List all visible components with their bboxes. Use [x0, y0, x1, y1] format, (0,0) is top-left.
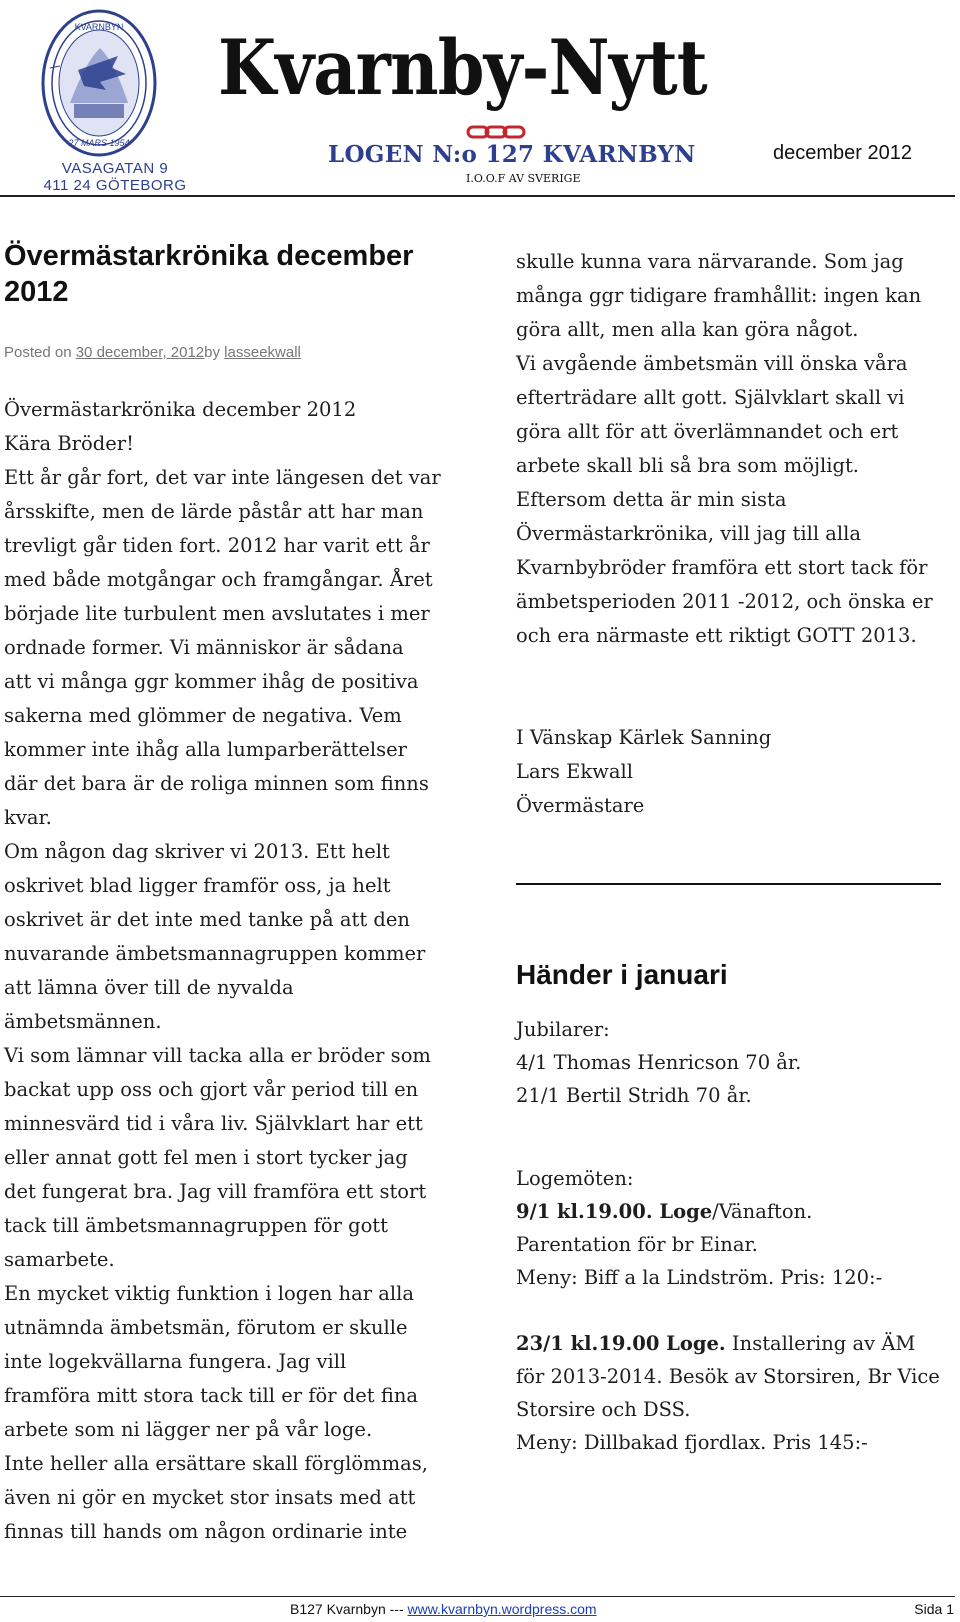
text-line: det fungerat bra. Jag vill framföra ett stort — [4, 1180, 427, 1203]
post-meta — [4, 344, 474, 361]
text-line: att lämna över till de nyvalda — [4, 976, 294, 999]
text-line: där det bara är de roliga minnen som finns — [4, 772, 429, 795]
meeting-1-time: 9/1 kl.19.00. Loge — [516, 1200, 713, 1223]
header-divider — [0, 195, 955, 197]
meeting-2-line: för 2013-2014. Besök av Storsiren, Br Vice — [516, 1365, 940, 1388]
posted-by: by — [204, 344, 225, 361]
svg-text:27 MARS 1954: 27 MARS 1954 — [68, 138, 130, 148]
text-line: göra allt för att överlämnandet och ert — [516, 420, 899, 443]
text-line: Om någon dag skriver vi 2013. Ett helt — [4, 840, 390, 863]
text-line: Övermästare — [516, 794, 645, 817]
text-line: Lars Ekwall — [516, 760, 633, 783]
text-line: Ett år går fort, det var inte längesen det var — [4, 466, 441, 489]
text-line: framföra mitt stora tack till er för det fina — [4, 1384, 419, 1407]
january-heading: Händer i januari — [516, 959, 728, 990]
text-line: göra allt, men alla kan göra något. — [516, 318, 859, 341]
text-line: ämbetsperioden 2011 -2012, och önska er — [516, 590, 933, 613]
article-title: Övermästarkrönika december 2012 — [4, 240, 414, 308]
text-line: många ggr tidigare framhållit: ingen kan — [516, 284, 922, 307]
seal-address — [40, 160, 190, 194]
text-line: En mycket viktig funktion i logen har alla — [4, 1282, 414, 1305]
jubilar-section — [516, 1013, 956, 1112]
left-column — [4, 228, 474, 1549]
masthead — [218, 20, 818, 120]
text-line: utnämnda ämbetsmän, förutom er skulle — [4, 1316, 408, 1339]
text-line: Vi avgående ämbetsmän vill önska våra — [516, 352, 908, 375]
footer-divider — [0, 1596, 955, 1597]
text-line: finnas till hands om någon ordinarie inte — [4, 1520, 408, 1543]
text-line: kommer inte ihåg alla lumparberättelser — [4, 738, 407, 761]
meeting-1-line: Meny: Biff a la Lindström. Pris: 120:- — [516, 1266, 883, 1289]
posted-date-link[interactable]: 30 december, 2012 — [75, 344, 205, 361]
text-line: Övermästarkrönika, vill jag till alla — [516, 522, 862, 545]
text-line: kvar. — [4, 806, 52, 829]
meeting-1-line: Parentation för br Einar. — [516, 1233, 758, 1256]
right-column — [516, 245, 956, 1459]
text-line: med både motgångar och framgångar. Året — [4, 568, 433, 591]
text-line: Vi som lämnar vill tacka alla er bröder som — [4, 1044, 431, 1067]
chain-links-icon — [466, 124, 526, 140]
lodge-subtitle: I.O.O.F AV SVERIGE — [466, 172, 581, 185]
text-line: minnesvärd tid i våra liv. Självklart har ett — [4, 1112, 423, 1135]
meeting-2-type: Installering av ÄM — [725, 1332, 916, 1355]
text-line: oskrivet blad ligger framför oss, ja helt — [4, 874, 391, 897]
posted-prefix: Posted on — [4, 344, 76, 361]
meeting-2 — [516, 1327, 956, 1459]
text-line: samarbete. — [4, 1248, 115, 1271]
author-link[interactable]: lasseekwall — [224, 344, 301, 361]
footer-site — [290, 1601, 597, 1617]
jubilar-item: 21/1 Bertil Stridh 70 år. — [516, 1084, 752, 1107]
text-line: efterträdare allt gott. Självklart skall vi — [516, 386, 905, 409]
issue-date: december 2012 — [773, 142, 912, 164]
text-line: eller annat gott fel men i stort tycker jag — [4, 1146, 408, 1169]
page-number: Sida 1 — [914, 1601, 954, 1617]
text-line: ordnade former. Vi människor är sådana — [4, 636, 404, 659]
meeting-1-type: /Vänafton. — [712, 1200, 813, 1223]
text-line: arbete skall bli så bra som möjligt. — [516, 454, 859, 477]
address-street: VASAGATAN 9 — [61, 160, 169, 177]
jubilar-item: 4/1 Thomas Henricson 70 år. — [516, 1051, 802, 1074]
article-body-left — [4, 393, 474, 1549]
footer-prefix: B127 Kvarnbyn --- — [290, 1601, 408, 1617]
signature — [516, 721, 956, 823]
text-line: backat upp oss och gjort vår period till en — [4, 1078, 419, 1101]
text-line: Kära Bröder! — [4, 432, 134, 455]
text-line: I Vänskap Kärlek Sanning — [516, 726, 772, 749]
footer-website-link[interactable]: www.kvarnbyn.wordpress.com — [407, 1601, 597, 1617]
text-line: skulle kunna vara närvarande. Som jag — [516, 250, 904, 273]
svg-text:KVARNBYN: KVARNBYN — [74, 22, 124, 32]
text-line: ämbetsmännen. — [4, 1010, 162, 1033]
meetings-section — [516, 1162, 956, 1294]
jubilar-label: Jubilarer: — [516, 1018, 610, 1041]
lodge-seal — [40, 8, 187, 194]
article-body-right — [516, 245, 956, 653]
text-line: nuvarande ämbetsmannagruppen kommer — [4, 942, 426, 965]
text-line: att vi många ggr kommer ihåg de positiva — [4, 670, 419, 693]
meeting-2-line: Meny: Dillbakad fjordlax. Pris 145:- — [516, 1431, 868, 1454]
text-line: och era närmaste ett riktigt GOTT 2013. — [516, 624, 917, 647]
text-line: inte logekvällarna fungera. Jag vill — [4, 1350, 347, 1373]
text-line: även ni gör en mycket stor insats med att — [4, 1486, 416, 1509]
text-line: Eftersom detta är min sista — [516, 488, 787, 511]
lodge-name: LOGEN N:o 127 KVARNBYN — [328, 141, 696, 168]
meetings-label: Logemöten: — [516, 1167, 634, 1190]
meeting-2-head — [516, 1327, 956, 1360]
meeting-2-time: 23/1 kl.19.00 Loge. — [516, 1332, 726, 1355]
text-line: Inte heller alla ersättare skall förglömmas, — [4, 1452, 428, 1475]
masthead-title: Kvarnby-Nytt — [218, 23, 707, 112]
text-line: årsskifte, men de lärde påstår att har man — [4, 500, 424, 523]
text-line: arbete som ni lägger ner på vår loge. — [4, 1418, 373, 1441]
seal-emblem-icon — [40, 8, 158, 158]
text-line: Kvarnbybröder framföra ett stort tack för — [516, 556, 928, 579]
text-line: trevligt går tiden fort. 2012 har varit ett år — [4, 534, 430, 557]
text-line: började lite turbulent men avslutates i mer — [4, 602, 430, 625]
text-line: oskrivet är det inte med tanke på att den — [4, 908, 410, 931]
text-line: Övermästarkrönika december 2012 — [4, 398, 357, 421]
text-line: tack till ämbetsmannagruppen för gott — [4, 1214, 388, 1237]
address-city: 411 24 GÖTEBORG — [43, 177, 187, 194]
meeting-1-head — [516, 1195, 956, 1228]
meeting-2-line: Storsire och DSS. — [516, 1398, 691, 1421]
text-line: sakerna med glömmer de negativa. Vem — [4, 704, 402, 727]
section-divider — [516, 883, 941, 885]
